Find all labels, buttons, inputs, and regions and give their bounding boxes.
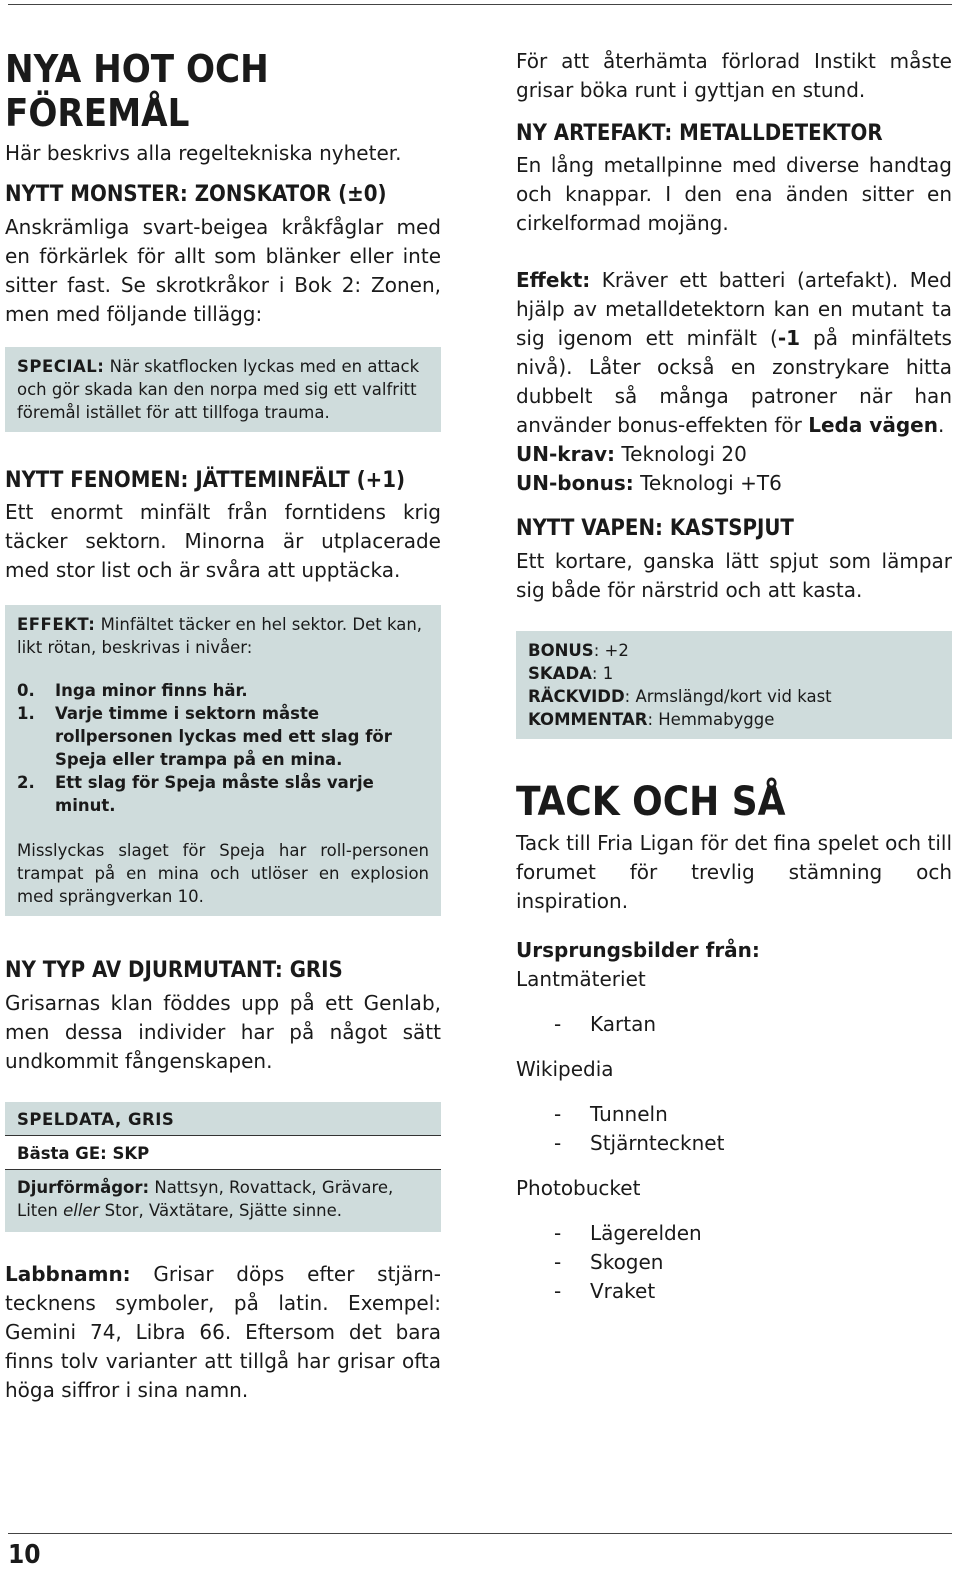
stat-value: : Armslängd/kort vid kast	[624, 686, 832, 706]
effekt-modifier: -1	[777, 326, 801, 351]
source-item: Stjärntecknet	[590, 1130, 725, 1155]
bottom-rule	[8, 1533, 952, 1534]
list-item	[516, 1277, 952, 1306]
level-number: 2.	[17, 773, 35, 793]
speldata-abilities	[5, 1170, 441, 1232]
artefakt-heading: NY ARTEFAKT: METALLDETEKTOR	[516, 121, 883, 146]
source-name: Wikipedia	[516, 1056, 614, 1081]
stat-value: : 1	[591, 663, 614, 683]
top-rule	[8, 4, 952, 5]
source-heading-text: Ursprungsbilder från:	[516, 937, 760, 962]
effekt-skill: Leda vägen	[808, 413, 938, 438]
level-text: Varje timme i sektorn måste rollpersonen lyckas med ett slag för Speja eller trampa på en mina.	[55, 704, 392, 770]
effekt-box	[5, 605, 441, 916]
level-list	[17, 679, 429, 817]
dash-bullet: -	[554, 1278, 562, 1303]
level-number: 1.	[17, 704, 35, 724]
effekt-text: på minfältets nivå). Låter också en zonstrykare hitta dubbelt så många patroner när han använder bonus-effekten för	[516, 326, 952, 438]
un-bonus	[516, 469, 952, 498]
effekt-label: EFFEKT:	[17, 615, 96, 635]
special-text: När skatflocken lyckas med en attack och gör skada kan den norpa med sig ett valfritt föremål istället för att tillfoga trauma.	[17, 356, 420, 422]
source-item: Kartan	[590, 1011, 657, 1036]
effekt-label: Effekt:	[516, 268, 591, 293]
stat-key: BONUS	[528, 640, 594, 660]
level-text: Inga minor finns här.	[55, 681, 248, 701]
monster-text: Anskrämliga svart-beigea kråkfåglar med en förkärlek för allt som blänker eller inte sitter fast. Se skrotkråkor i Bok 2: Zonen, men med följande tillägg:	[5, 214, 441, 326]
abilities-text: Nattsyn, Rovattack, Grävare, Liten	[17, 1177, 394, 1220]
right-column	[516, 47, 952, 1306]
source-item: Tunneln	[590, 1101, 668, 1126]
source-item: Vraket	[590, 1278, 656, 1303]
vapen-stats-box	[516, 631, 952, 739]
effekt-text: Minfältet täcker en hel sektor. Det kan, likt rötan, beskrivas i nivåer:	[17, 615, 423, 658]
stat-value: : Hemmabygge	[647, 709, 775, 729]
stat-value: : +2	[593, 640, 629, 660]
labbnamn-body: Grisar döps efter stjärn-tecknens symboler, på latin. Exempel: Gemini 74, Libra 66. Eftersom det bara finns tolv varianter att tillgå har grisar ofta höga siffror i sina namn.	[5, 1261, 441, 1402]
effekt-footer: Misslyckas slaget för Speja har roll-personen trampat på en mina och utlöser en explosion med sprängverkan 10.	[17, 841, 429, 907]
source-group	[516, 965, 952, 1039]
source-heading	[516, 936, 952, 965]
list-item	[516, 1010, 952, 1039]
speldata-box	[5, 1102, 441, 1232]
list-item	[516, 1248, 952, 1277]
un-krav-label: UN-krav:	[516, 442, 615, 467]
djurmutant-text: Grisarnas klan föddes upp på ett Genlab, men dessa individer har på något sätt undkommit fångenskapen.	[5, 990, 441, 1073]
source-item: Lägerelden	[590, 1220, 702, 1245]
dash-bullet: -	[554, 1249, 562, 1274]
intro-text: Här beskrivs alla regeltekniska nyheter.	[5, 141, 402, 166]
stat-row	[528, 639, 940, 662]
effekt-text: .	[937, 413, 945, 438]
abilities-emphasis: eller	[63, 1200, 100, 1220]
source-name: Lantmäteriet	[516, 966, 646, 991]
abilities-label: Djurförmågor:	[17, 1177, 150, 1197]
labbnamn-text	[5, 1260, 441, 1405]
un-krav	[516, 440, 952, 469]
artefakt-text: En lång metallpinne med diverse handtag och knappar. I den ena änden sitter en cirkelformad mojäng.	[516, 153, 952, 236]
artefakt-effekt	[516, 266, 952, 440]
list-item	[516, 1129, 952, 1158]
labbnamn-label: Labbnamn:	[5, 1261, 131, 1286]
abilities-text: Stor, Växtätare, Sjätte sinne.	[99, 1200, 343, 1220]
dash-bullet: -	[554, 1130, 562, 1155]
djurmutant-heading: NY TYP AV DJURMUTANT: GRIS	[5, 958, 343, 984]
un-bonus-value: Teknologi +T6	[633, 471, 782, 496]
list-item	[516, 1219, 952, 1248]
effekt-text: Kräver ett batteri (artefakt). Med hjälp av metalldetektorn kan en mutant ta sig igenom ett minfält (	[516, 268, 952, 351]
stat-row	[528, 685, 940, 708]
vapen-text: Ett kortare, ganska lätt spjut som lämpar sig både för närstrid och att kasta.	[516, 548, 952, 602]
source-group	[516, 1174, 952, 1306]
dash-bullet: -	[554, 1101, 562, 1126]
speldata-title: SPELDATA, GRIS	[17, 1109, 175, 1129]
fenomen-heading: NYTT FENOMEN: JÄTTEMINFÄLT (+1)	[5, 467, 406, 493]
tack-text: Tack till Fria Ligan för det fina spelet och till forumet för trevlig stämning och inspiration.	[516, 830, 952, 913]
stat-key: RÄCKVIDD	[528, 686, 625, 706]
stat-row	[528, 708, 940, 731]
page-title: NYA HOT OCH FÖREMÅL	[5, 47, 269, 135]
dash-bullet: -	[554, 1011, 562, 1036]
un-bonus-label: UN-bonus:	[516, 471, 634, 496]
stat-key: SKADA	[528, 663, 592, 683]
vapen-heading: NYTT VAPEN: KASTSPJUT	[516, 516, 794, 542]
fenomen-text: Ett enormt minfält från forntidens krig täcker sektorn. Minorna är utplacerade med stor list och är svåra att upptäcka.	[5, 500, 441, 583]
list-item	[17, 679, 429, 702]
special-box	[5, 347, 441, 432]
tack-title: TACK OCH SÅ	[516, 778, 786, 825]
list-item	[516, 1100, 952, 1129]
speldata-ge: Bästa GE: SKP	[5, 1136, 441, 1169]
list-item	[17, 702, 429, 771]
level-text: Ett slag för Speja måste slås varje minut.	[55, 773, 374, 816]
list-item	[17, 771, 429, 817]
stat-row	[528, 662, 940, 685]
page-number: 10	[8, 1540, 41, 1570]
stat-key: KOMMENTAR	[528, 709, 648, 729]
dash-bullet: -	[554, 1220, 562, 1245]
level-number: 0.	[17, 681, 35, 701]
instinct-text: För att återhämta förlorad Instikt måste grisar böka runt i gyttjan en stund.	[516, 49, 952, 102]
special-label: SPECIAL:	[17, 356, 105, 376]
un-krav-value: Teknologi 20	[614, 442, 747, 467]
left-column	[5, 40, 441, 1405]
source-group	[516, 1055, 952, 1158]
source-item: Skogen	[590, 1249, 664, 1274]
monster-heading: NYTT MONSTER: ZONSKATOR (±0)	[5, 182, 387, 208]
source-name: Photobucket	[516, 1175, 641, 1200]
